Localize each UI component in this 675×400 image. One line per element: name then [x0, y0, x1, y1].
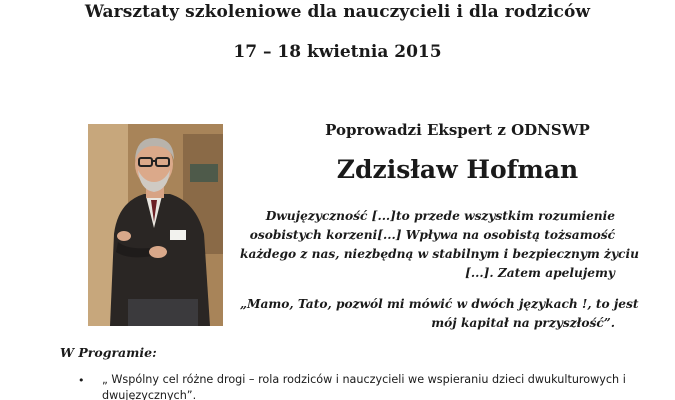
program-item-line: dwujęzycznych”. — [102, 389, 197, 400]
expert-name: Zdzisław Hofman — [336, 155, 579, 184]
bullet-icon: • — [78, 374, 85, 387]
program-list — [78, 372, 638, 400]
program-heading: W Programie: — [60, 345, 157, 360]
motto-line: „Mamo, Tato, pozwól mi mówić w dwóch językach !, to jest — [240, 297, 639, 311]
quote-line: [...]. Zatem apelujemy — [465, 266, 615, 280]
document-title: Warsztaty szkoleniowe dla nauczycieli i dla rodziców — [84, 2, 591, 22]
motto-line: mój kapitał na przyszłość”. — [431, 316, 615, 330]
expert-intro: Poprowadzi Ekspert z ODNSWP — [325, 121, 590, 139]
event-dates: 17 – 18 kwietnia 2015 — [233, 42, 442, 62]
motto-block — [240, 295, 639, 333]
quote-line: Dwujęzyczność [...]to przede wszystkim rozumienie — [265, 209, 615, 223]
quote-block — [240, 207, 639, 283]
expert-photo — [88, 124, 223, 326]
list-item — [78, 372, 638, 400]
quote-line: każdego z nas, niezbędną w stabilnym i bezpiecznym życiu — [240, 247, 639, 261]
quote-line: osobistych korzeni[...] Wpływa na osobistą tożsamość — [249, 228, 615, 242]
program-item-line: „ Wspólny cel różne drogi – rola rodziców i nauczycieli we wspieraniu dzieci dwukulturowych i — [102, 373, 626, 386]
